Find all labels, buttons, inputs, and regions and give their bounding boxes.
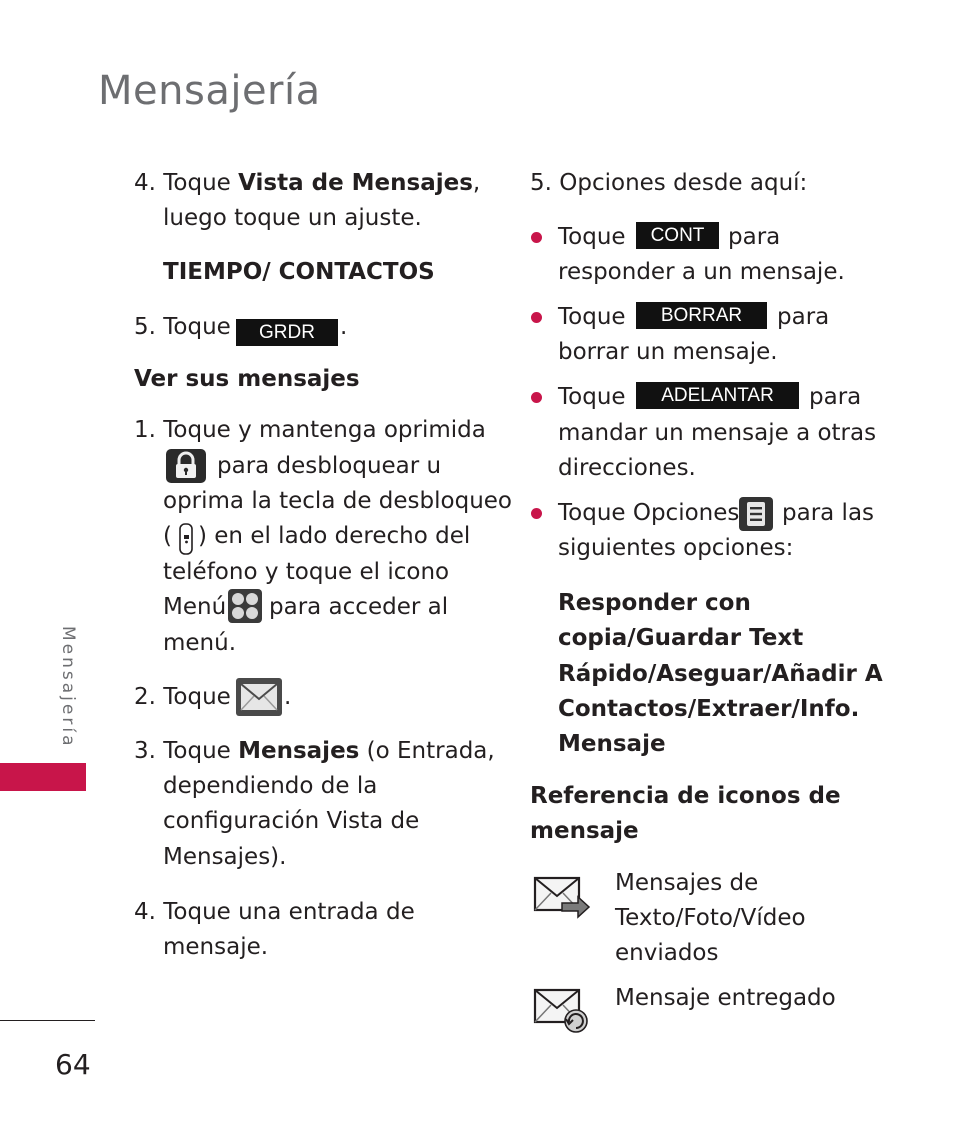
bullet-2-toque: Toque [558,304,626,330]
bullet-4-toque-opciones: Toque Opciones [558,500,740,526]
item-3-line-3: configuración Vista de [163,808,420,834]
item-2-suffix: . [284,684,292,710]
bullet-1-para: para [728,224,781,250]
bullet-2-para: para [777,304,830,330]
step-5-suffix: . [340,314,348,340]
bullet [531,508,542,519]
item-1-line-7: menú. [163,630,237,656]
unlock-key-icon [178,523,194,559]
bullet-3-line-2: mandar un mensaje a otras [558,420,877,446]
bullet-4-line-2: siguientes opciones: [558,535,794,561]
bullet-3-toque: Toque [558,384,626,410]
item-1-line-6-menu: Menú [163,594,227,620]
options-list-line-2: copia/Guardar Text [558,625,804,651]
bullet-4-para-las: para las [782,500,875,526]
adelantar-key[interactable]: ADELANTAR [636,382,799,409]
item-3-text: 3. Toque [134,738,239,764]
step-5-text: 5. Toque [134,314,231,340]
item-1-line-1: 1. Toque y mantenga oprimida [134,417,486,443]
side-tab-bar [0,763,86,791]
bullet-1-toque: Toque [558,224,626,250]
sent-message-icon [532,873,592,927]
cont-key[interactable]: CONT [636,222,719,249]
step-4-bold: Vista de Mensajes [238,170,473,196]
options-step-5: 5. Opciones desde aquí: [530,170,808,196]
item-1-line-2: para desbloquear u [217,453,442,479]
item-3-line-4: Mensajes). [163,844,287,870]
step-4-suffix: , [472,170,481,196]
item-4-line-1: 4. Toque una entrada de [134,899,415,925]
sent-icon-label-line-2: Texto/Foto/Vídeo [615,905,806,931]
bullet [531,392,542,403]
item-3-line-2: dependiendo de la [163,773,378,799]
item-1-line-6: para acceder al [269,594,449,620]
tiempo-contactos: TIEMPO/ CONTACTOS [163,259,435,285]
delivered-message-icon [532,985,592,1039]
options-list-line-4: Contactos/Extraer/Info. [558,696,860,722]
item-1-line-4: ) en el lado derecho del [198,523,471,549]
bullet-1-line-2: responder a un mensaje. [558,259,845,285]
envelope-icon[interactable] [236,678,282,720]
bullet-3-para: para [809,384,862,410]
side-tab-label: Mensajería [58,626,78,749]
bullet [531,232,542,243]
item-3-suffix: (o Entrada, [359,738,495,764]
bullet [531,312,542,323]
item-3-bold: Mensajes [238,738,360,764]
item-4-line-2: mensaje. [163,934,269,960]
bottom-rule [0,1020,95,1021]
step-4-line-2: luego toque un ajuste. [163,205,422,231]
grdr-key[interactable]: GRDR [236,319,338,346]
page-number: 64 [55,1048,91,1081]
lock-icon[interactable] [165,448,207,488]
options-icon[interactable] [739,497,773,535]
icon-reference-heading-line-1: Referencia de iconos de [530,783,841,809]
step-4-line-1 [134,166,480,201]
sent-icon-label-line-1: Mensajes de [615,870,759,896]
bullet-3-line-3: direcciones. [558,455,696,481]
step-4-text: 4. Toque [134,170,239,196]
item-3-line-1 [134,734,495,769]
item-1-line-4-open: ( [163,523,172,549]
section-heading-ver-sus-mensajes: Ver sus mensajes [134,366,360,392]
menu-grid-icon[interactable] [228,589,262,627]
options-list-line-1: Responder con [558,590,751,616]
page-title: Mensajería [98,68,321,114]
icon-reference-heading-line-2: mensaje [530,818,639,844]
options-list-line-3: Rápido/Aseguar/Añadir A [558,661,883,687]
item-2-text: 2. Toque [134,684,231,710]
delivered-icon-label: Mensaje entregado [615,985,836,1011]
options-list-line-5: Mensaje [558,731,666,757]
bullet-2-line-2: borrar un mensaje. [558,339,778,365]
borrar-key[interactable]: BORRAR [636,302,767,329]
sent-icon-label-line-3: enviados [615,940,719,966]
item-1-line-3: oprima la tecla de desbloqueo [163,488,512,514]
item-1-line-5: teléfono y toque el icono [163,559,450,585]
